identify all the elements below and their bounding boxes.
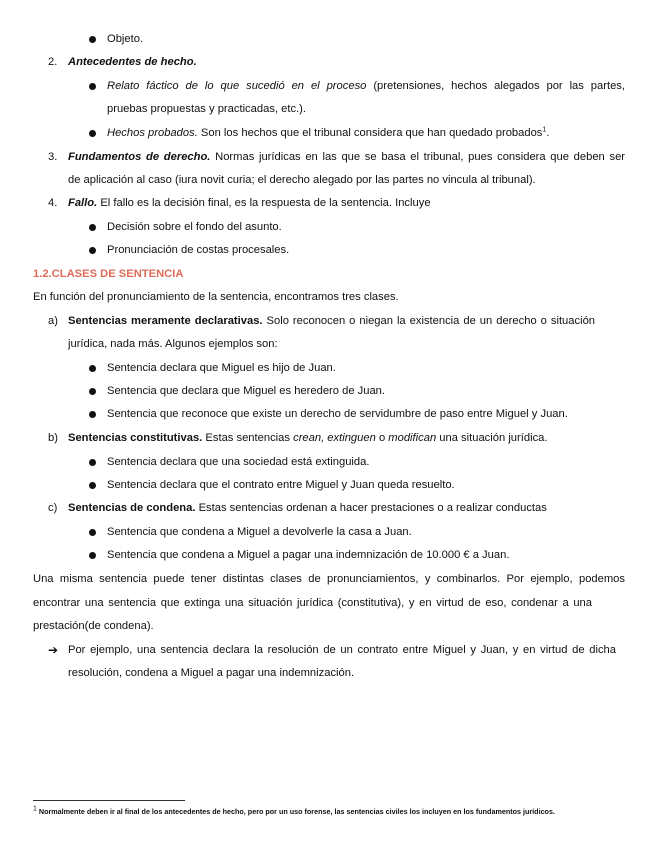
bullet-icon: [89, 529, 96, 536]
list-letter: b): [48, 432, 58, 444]
section-heading: 1.2.CLASES DE SENTENCIA: [33, 268, 184, 280]
list-item: Por ejemplo, una sentencia declara la resolución de un contrato entre Miguel y Juan, y en virtud de dicha: [68, 644, 616, 656]
footnote-reference[interactable]: 1: [542, 126, 547, 134]
list-number: 2.: [48, 56, 58, 68]
bullet-icon: [89, 459, 96, 466]
bullet-icon: [89, 247, 96, 254]
list-item: Sentencia declara que una sociedad está extinguida.: [107, 456, 370, 468]
list-item: Fallo. El fallo es la decisión final, es la respuesta de la sentencia. Incluye: [68, 197, 431, 209]
paragraph: Una misma sentencia puede tener distintas clases de pronunciamientos, y combinarlos. Por ejemplo, podemos: [33, 573, 625, 585]
bullet-icon: [89, 130, 96, 137]
list-item: Sentencia que condena a Miguel a devolverle la casa a Juan.: [107, 526, 412, 538]
bullet-icon: [89, 224, 96, 231]
footnote-divider: [33, 800, 185, 801]
list-item-continuation: jurídica, nada más. Algunos ejemplos son:: [68, 338, 278, 350]
list-item: Pronunciación de costas procesales.: [107, 244, 290, 256]
paragraph: prestación(de condena).: [33, 620, 154, 632]
list-item: Sentencias constitutivas. Estas sentencias crean, extinguen o modifican una situación jurídica.: [68, 432, 548, 444]
list-item: Antecedentes de hecho.: [68, 56, 197, 68]
footnote: $^1$ Normalmente deben ir al final de los antecedentes de hecho, pero por un uso forense, las sentencias civiles los incluyen en los fundamentos jurídicos.: [33, 805, 555, 816]
footnote-number: 1: [33, 805, 37, 813]
list-item: Sentencia que condena a Miguel a pagar una indemnización de 10.000 € a Juan.: [107, 549, 510, 561]
list-item: Sentencia que reconoce que existe un derecho de servidumbre de paso entre Miguel y Juan.: [107, 408, 568, 420]
list-item-continuation: pruebas propuestas y practicadas, etc.).: [107, 103, 306, 115]
list-item: Sentencia declara que Miguel es hijo de Juan.: [107, 362, 336, 374]
list-item: Relato fáctico de lo que sucedió en el proceso (pretensiones, hechos alegados por las partes,: [107, 80, 625, 92]
list-letter: a): [48, 315, 58, 327]
list-letter: c): [48, 502, 58, 514]
list-number: 3.: [48, 151, 58, 163]
list-item-continuation: resolución, condena a Miguel a pagar una indemnización.: [68, 667, 355, 679]
bullet-icon: [89, 36, 96, 43]
list-number: 4.: [48, 197, 58, 209]
paragraph: En función del pronunciamiento de la sentencia, encontramos tres clases.: [33, 291, 399, 303]
bullet-icon: [89, 482, 96, 489]
bullet-icon: [89, 388, 96, 395]
bullet-icon: [89, 552, 96, 559]
paragraph: encontrar una sentencia que extinga una situación jurídica (constitutiva), y en virtud de eso, condenar a una: [33, 597, 592, 609]
list-item-continuation: de aplicación al caso (iura novit curia; el derecho alegado por las partes no vincula al tribunal).: [68, 174, 536, 186]
bullet-icon: [89, 83, 96, 90]
list-item: Decisión sobre el fondo del asunto.: [107, 221, 282, 233]
bullet-icon: [89, 365, 96, 372]
list-item: Sentencia declara que el contrato entre Miguel y Juan queda resuelto.: [107, 479, 455, 491]
list-item: Sentencias de condena. Estas sentencias ordenan a hacer prestaciones o a realizar conductas: [68, 502, 547, 514]
list-item: Hechos probados. Son los hechos que el tribunal considera que han quedado probados$^1$.: [107, 126, 550, 139]
list-item: Fundamentos de derecho. Normas jurídicas en las que se basa el tribunal, pues considera que deben ser: [68, 151, 626, 163]
list-item: Objeto.: [107, 33, 144, 45]
list-item: Sentencia que declara que Miguel es heredero de Juan.: [107, 385, 386, 397]
arrow-right-icon: ➔: [48, 643, 59, 657]
bullet-icon: [89, 411, 96, 418]
list-item: Sentencias meramente declarativas. Solo reconocen o niegan la existencia de un derecho o situación: [68, 315, 596, 327]
